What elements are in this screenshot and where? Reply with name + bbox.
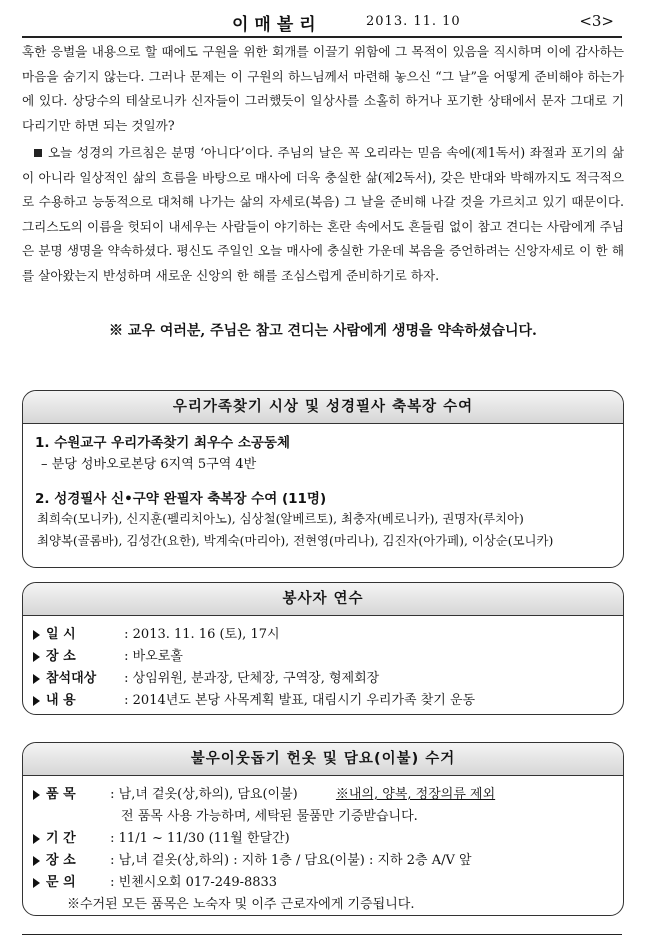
donation-section bbox=[22, 742, 624, 916]
training-row-attendees: 참석대상 : 상임위원, 분과장, 단체장, 구역장, 형제회장 bbox=[33, 667, 379, 686]
triangle-bullet-icon bbox=[33, 696, 40, 706]
training-content-label: 내 용 bbox=[46, 693, 76, 708]
paragraph-2 bbox=[22, 141, 624, 289]
training-content-value: 2014년도 본당 사목계획 발표, 대림시기 우리가족 찾기 운동 bbox=[132, 693, 476, 708]
square-bullet-icon bbox=[34, 149, 42, 157]
training-attendees-label: 참석대상 bbox=[46, 671, 97, 686]
triangle-bullet-icon bbox=[33, 834, 40, 844]
triangle-bullet-icon bbox=[33, 790, 40, 800]
donation-period-value: 11/1 ~ 11/30 (11월 한달간) bbox=[118, 831, 290, 846]
training-date-value: 2013. 11. 16 (토), 17시 bbox=[132, 627, 280, 642]
training-row-date: 일 시 : 2013. 11. 16 (토), 17시 bbox=[33, 623, 280, 642]
award-item-1-detail: – 분당 성바오로본당 6지역 5구역 4반 bbox=[41, 457, 257, 472]
donation-row-contact: 문 의 : 빈첸시오회 017-249-8833 bbox=[33, 871, 277, 890]
training-date-label: 일 시 bbox=[46, 627, 76, 642]
donation-row-items: 품 목 : 남,녀 겉옷(상,하의), 담요(이불) ※내의, 양복, 정장의류 제외 bbox=[33, 783, 495, 802]
page-header bbox=[22, 8, 622, 38]
donation-items-value: 남,녀 겉옷(상,하의), 담요(이불) bbox=[118, 787, 298, 802]
award-names-line-1: 최희숙(모니카), 신지훈(펠리치아노), 심상철(알베르토), 최충자(베로니카), 권명자(루치아) bbox=[37, 511, 524, 526]
donation-exclusion-note: ※내의, 양복, 정장의류 제외 bbox=[335, 787, 496, 802]
donation-footnote: ※수거된 모든 품목은 노숙자 및 이주 근로자에게 기증됩니다. bbox=[67, 897, 415, 912]
donation-place-value: 남,녀 겉옷(상,하의) : 지하 1층 / 담요(이불) : 지하 2층 A/V 앞 bbox=[118, 853, 472, 868]
volunteer-training-title: 봉사자 연수 bbox=[23, 583, 623, 616]
donation-items-continued: 전 품목 사용 가능하며, 세탁된 물품만 기증받습니다. bbox=[121, 809, 418, 824]
donation-items-label: 품 목 bbox=[46, 787, 76, 802]
triangle-bullet-icon bbox=[33, 856, 40, 866]
award-item-1-title: 1. 수원교구 우리가족찾기 최우수 소공동체 bbox=[35, 435, 291, 451]
training-place-label: 장 소 bbox=[46, 649, 76, 664]
triangle-bullet-icon bbox=[33, 630, 40, 640]
highlight-message: ※ 교우 여러분, 주님은 참고 견디는 사람에게 생명을 약속하셨습니다. bbox=[109, 323, 537, 339]
award-names-line-2: 최양복(골롬바), 김성간(요한), 박계숙(마리아), 전현영(마리나), 김진자(아가페), 이상순(모니카) bbox=[37, 533, 554, 548]
training-place-value: 바오로홀 bbox=[132, 649, 183, 664]
bulletin-date: 2013. 11. 10 bbox=[366, 14, 461, 29]
training-row-content: 내 용 : 2014년도 본당 사목계획 발표, 대림시기 우리가족 찾기 운동 bbox=[33, 689, 475, 708]
donation-section-title: 불우이웃돕기 헌옷 및 담요(이불) 수거 bbox=[23, 743, 623, 776]
volunteer-training-section bbox=[22, 582, 624, 715]
triangle-bullet-icon bbox=[33, 652, 40, 662]
donation-contact-value: 빈첸시오회 017-249-8833 bbox=[118, 875, 278, 890]
paragraph-1: 혹한 응벌을 내용으로 할 때에도 구원을 위한 회개를 이끌기 위함에 그 목적이 있음을 직시하며 이에 감사하는 마음을 숨기지 않는다. 그러나 문제는 이 구원의 하느님께서 마련해 놓으신 “그 날”을 어떻게 준비해야 하는가에 있다. 상당수의 테살로니카 신자들이 그러했듯이 일상사를 소홀히 하거나 포기한 상태에서 문자 그대로 기다리기만 하면 되는 것일까? bbox=[22, 44, 624, 133]
training-row-place: 장 소 : 바오로홀 bbox=[33, 645, 183, 664]
triangle-bullet-icon bbox=[33, 674, 40, 684]
bulletin-title: 이매볼리 bbox=[232, 15, 322, 35]
donation-place-label: 장 소 bbox=[46, 853, 76, 868]
donation-row-period: 기 간 : 11/1 ~ 11/30 (11월 한달간) bbox=[33, 827, 290, 846]
awards-section bbox=[22, 390, 624, 568]
donation-contact-label: 문 의 bbox=[46, 875, 76, 890]
page-number: <3> bbox=[579, 12, 614, 30]
award-item-2-title: 2. 성경필사 신•구약 완필자 축복장 수여 (11명) bbox=[35, 491, 327, 507]
training-attendees-value: 상임위원, 분과장, 단체장, 구역장, 형제회장 bbox=[132, 671, 380, 686]
footer-divider bbox=[22, 934, 622, 935]
donation-period-label: 기 간 bbox=[46, 831, 76, 846]
donation-row-place: 장 소 : 남,녀 겉옷(상,하의) : 지하 1층 / 담요(이불) : 지하 2층 A/V 앞 bbox=[33, 849, 472, 868]
awards-section-title: 우리가족찾기 시상 및 성경필사 축복장 수여 bbox=[23, 391, 623, 424]
triangle-bullet-icon bbox=[33, 878, 40, 888]
paragraph-2-text: 오늘 성경의 가르침은 분명 ‘아니다’이다. 주님의 날은 꼭 오리라는 믿음 속에(제1독서) 좌절과 포기의 삶이 아니라 일상적인 삶의 흐름을 바탕으로 매사에 더욱 충실한 삶(제2독서), 갖은 반대와 박해까지도 적극적으로 수용하고 능동적으로 대처해 나가는 삶의 자세로(복음) 그 날을 준비해 나갈 것을 가르치고 있기 때문이다. 그리스도의 이름을 헛되이 내세우는 사람들이 야기하는 혼란 속에서도 흔들림 없이 참고 견디는 사람에게 주님은 분명 생명을 약속하셨다. 평신도 주일인 오늘 매사에 충실한 가운데 복음을 증언하려는 신앙자세로 이 한 해를 살아왔는지 반성하며 새로운 신앙의 한 해를 조심스럽게 준비하기로 하자. bbox=[22, 145, 624, 283]
